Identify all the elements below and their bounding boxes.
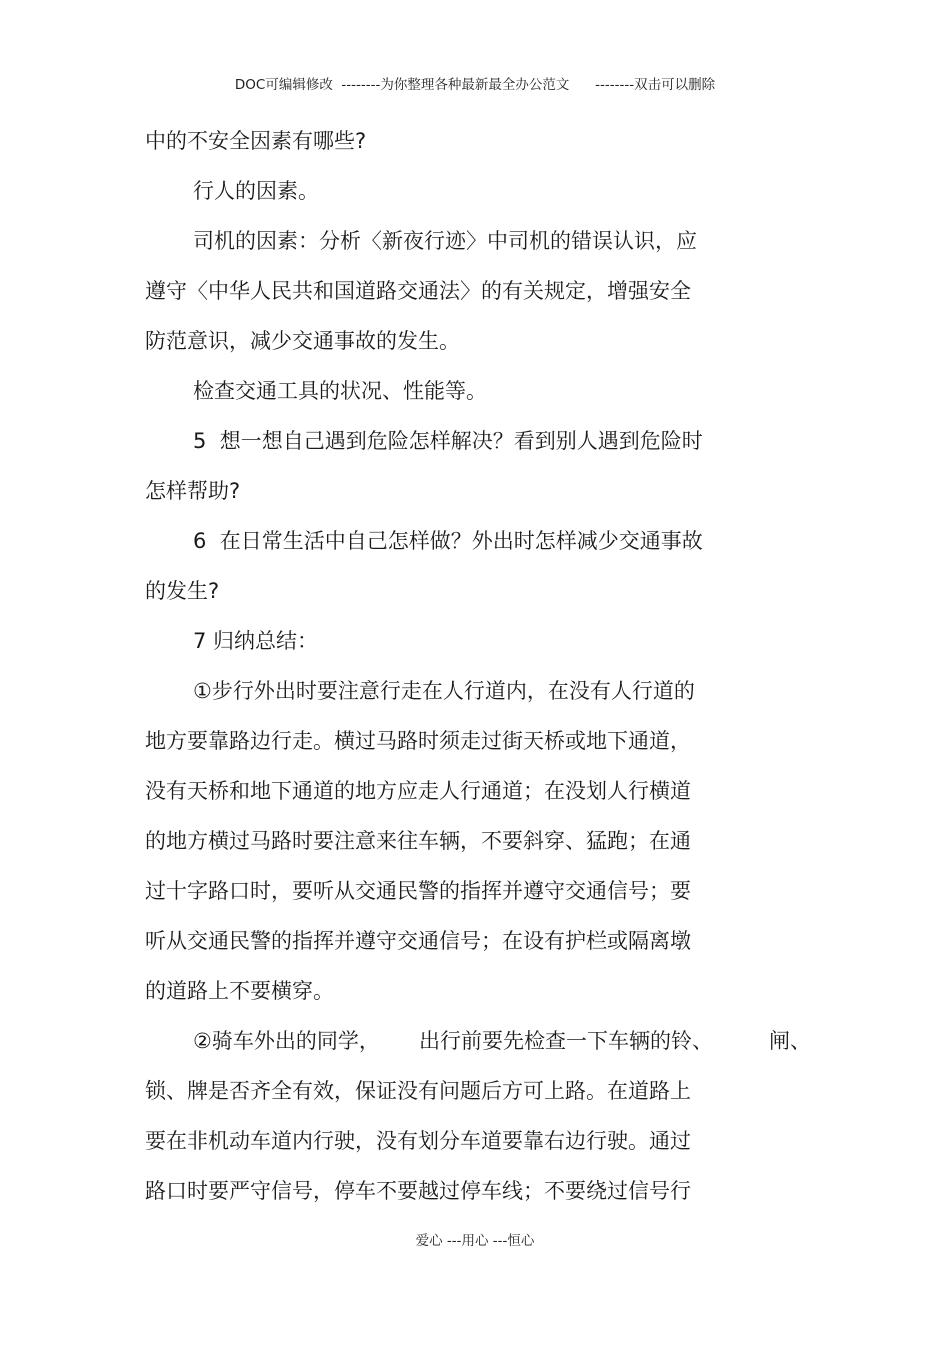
body-line: 7 归纳总结： [193, 629, 319, 653]
page-footer: 爱心 ---用心 ---恒心 [415, 1233, 535, 1249]
body-line-fragment: 出行前要先检查一下车辆的铃、 [419, 1029, 713, 1053]
body-line: 没有天桥和地下通道的地方应走人行通道；在没划人行横道 [145, 779, 691, 803]
body-line: 行人的因素。 [193, 179, 319, 203]
body-line: 要在非机动车道内行驶，没有划分车道要靠右边行驶。通过 [145, 1129, 691, 1153]
page-header: DOC可编辑修改 --------为你整理各种最新最全办公范文 --------双击可以删除 [234, 77, 716, 93]
body-line: 的道路上不要横穿。 [145, 979, 334, 1003]
body-line: 路口时要严守信号，停车不要越过停车线；不要绕过信号行 [145, 1179, 691, 1203]
body-line: 怎样帮助? [145, 479, 241, 503]
body-line: 听从交通民警的指挥并遵守交通信号；在设有护栏或隔离墩 [145, 929, 691, 953]
body-line: 过十字路口时，要听从交通民警的指挥并遵守交通信号；要 [145, 879, 691, 903]
body-line: 地方要靠路边行走。横过马路时须走过街天桥或地下通道， [145, 729, 691, 753]
body-line: 司机的因素：分析〈新夜行迹〉中司机的错误认识，应 [193, 229, 697, 253]
body-line: 的地方横过马路时要注意来往车辆，不要斜穿、猛跑；在通 [145, 829, 691, 853]
body-line-fragment: ②骑车外出的同学， [193, 1029, 380, 1053]
body-line: 5 想一想自己遇到危险怎样解决？看到别人遇到危险时 [193, 429, 703, 453]
body-line: 6 在日常生活中自己怎样做？外出时怎样减少交通事故 [193, 529, 703, 553]
body-line: 的发生? [145, 579, 220, 603]
body-line: 中的不安全因素有哪些? [145, 129, 367, 153]
body-line: 遵守〈中华人民共和国道路交通法〉的有关规定，增强安全 [145, 279, 691, 303]
body-line: 锁、牌是否齐全有效，保证没有问题后方可上路。在道路上 [145, 1079, 691, 1103]
body-line: 防范意识，减少交通事故的发生。 [145, 329, 460, 353]
body-line: ①步行外出时要注意行走在人行道内，在没有人行道的 [193, 679, 695, 703]
body-line: 检查交通工具的状况、性能等。 [193, 379, 487, 403]
body-line-fragment: 闸、 [769, 1029, 811, 1053]
